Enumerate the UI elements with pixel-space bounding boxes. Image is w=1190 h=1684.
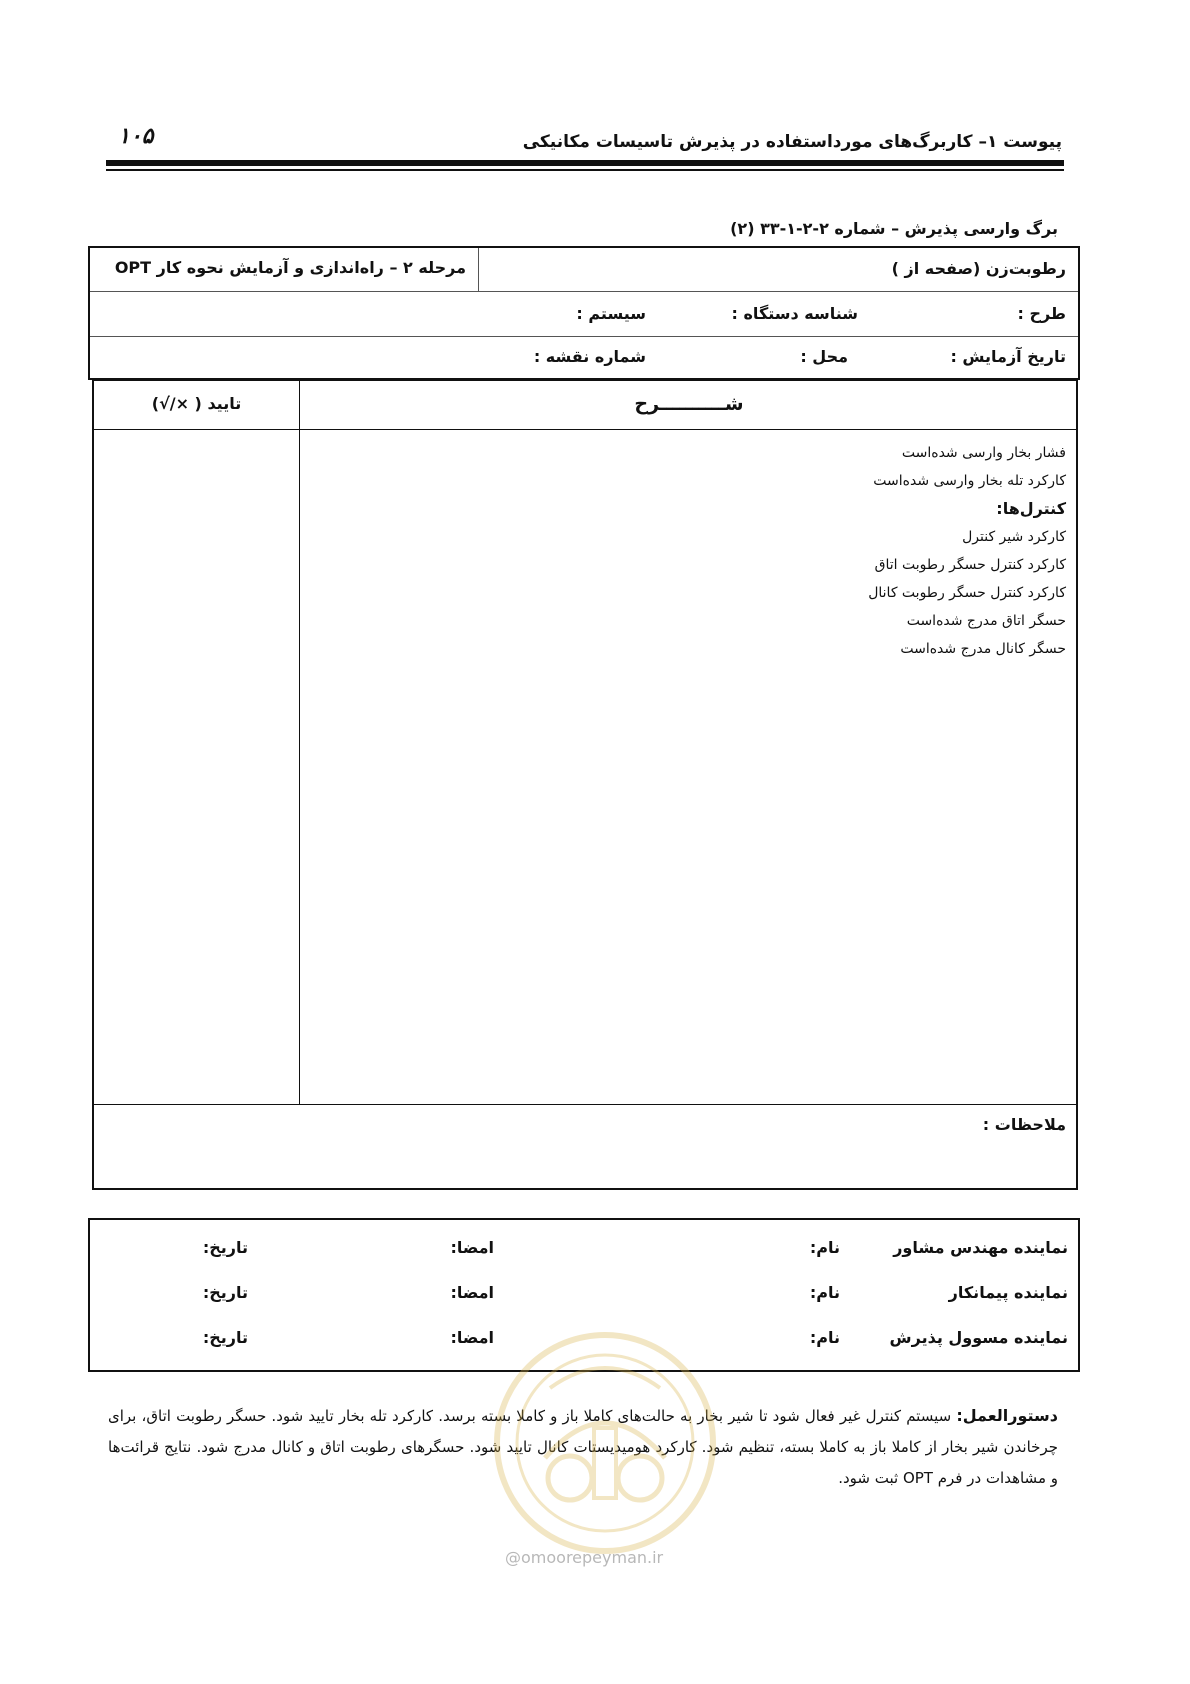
project-label: طرح :: [1017, 304, 1066, 323]
instructions-label: دستورالعمل:: [956, 1406, 1058, 1425]
notes-divider: [94, 1104, 1076, 1105]
instructions-text: سیستم کنترل غیر فعال شود تا شیر بخار به حالت‌های کاملا باز و کاملا بسته برسد. کارکرد تله بخار تایید شود. حسگر رطوبت اتاق، برای چرخاندن شیر بخار از کاملا باز به کاملا بسته، تنظیم شود. کارکرد هومیدیستات کانال تایید شود. حسگرهای رطوبت اتاق و کانال مدرج شود. نتایج قرائت‌ها و مشاهدات در فرم OPT ثبت شود.: [108, 1407, 1058, 1487]
test-date-label: تاریخ آزمایش :: [950, 347, 1066, 366]
watermark-seal-icon: [490, 1328, 720, 1558]
running-header: پیوست ۱– کاربرگ‌های مورداستفاده در پذیرش تاسیسات مکانیکی: [522, 132, 1062, 152]
date-label: تاریخ:: [202, 1328, 248, 1347]
checklist-item: کارکرد تله بخار وارسی شده‌است: [873, 473, 1066, 489]
drawing-no-label: شماره نقشه :: [533, 347, 646, 366]
page-number: ۱۰۵: [118, 124, 154, 149]
equipment-title: رطوبت‌زن (صفحه از ): [891, 259, 1066, 278]
signature-role: نماینده مسوول پذیرش: [889, 1328, 1068, 1347]
checklist-item: حسگر اتاق مدرج شده‌است: [906, 613, 1066, 629]
signature-row: [90, 1226, 1078, 1270]
checklist-item: کارکرد کنترل حسگر رطوبت اتاق: [874, 557, 1066, 573]
header-row-project: [90, 292, 1078, 337]
column-divider: [299, 381, 300, 1104]
checklist-item: حسگر کانال مدرج شده‌است: [900, 641, 1066, 657]
system-label: سیستم :: [576, 304, 646, 323]
checklist-section-heading: کنترل‌ها:: [996, 499, 1066, 518]
checklist-table: [92, 380, 1078, 1190]
name-label: نام:: [809, 1328, 840, 1347]
approval-header: تایید ( ×/√): [151, 394, 242, 413]
sign-label: امضا:: [450, 1238, 494, 1257]
checklist-item: کارکرد شیر کنترل: [962, 529, 1066, 545]
location-label: محل :: [800, 347, 848, 366]
device-id-label: شناسه دستگاه :: [731, 304, 858, 323]
header-row-test: [90, 337, 1078, 378]
signature-role: نماینده پیمانکار: [948, 1283, 1068, 1302]
header-rule-thin: [106, 169, 1064, 171]
header-rule-thick: [106, 160, 1064, 166]
date-label: تاریخ:: [202, 1283, 248, 1302]
sign-label: امضا:: [450, 1328, 494, 1347]
form-header-table: [88, 246, 1080, 380]
signature-role: نماینده مهندس مشاور: [893, 1238, 1068, 1257]
name-label: نام:: [809, 1238, 840, 1257]
stage-divider: [478, 248, 479, 292]
checklist-items: [306, 439, 1066, 663]
description-header: شــــــــــرح: [634, 393, 744, 415]
watermark-url: @omoorepeyman.ir: [505, 1548, 664, 1567]
name-label: نام:: [809, 1283, 840, 1302]
header-row-equipment: [90, 248, 1078, 292]
date-label: تاریخ:: [202, 1238, 248, 1257]
notes-label: ملاحظات :: [982, 1115, 1066, 1134]
form-title: برگ وارسی پذیرش – شماره ۲-۲-۱-۳۳ (۲): [730, 219, 1058, 238]
signature-row: [90, 1271, 1078, 1315]
header-divider: [94, 429, 1076, 430]
stage-title: مرحله ۲ – راه‌اندازی و آزمایش نحوه کار OPT: [114, 258, 466, 277]
checklist-item: فشار بخار وارسی شده‌است: [901, 445, 1066, 461]
sign-label: امضا:: [450, 1283, 494, 1302]
checklist-item: کارکرد کنترل حسگر رطوبت کانال: [868, 585, 1066, 601]
